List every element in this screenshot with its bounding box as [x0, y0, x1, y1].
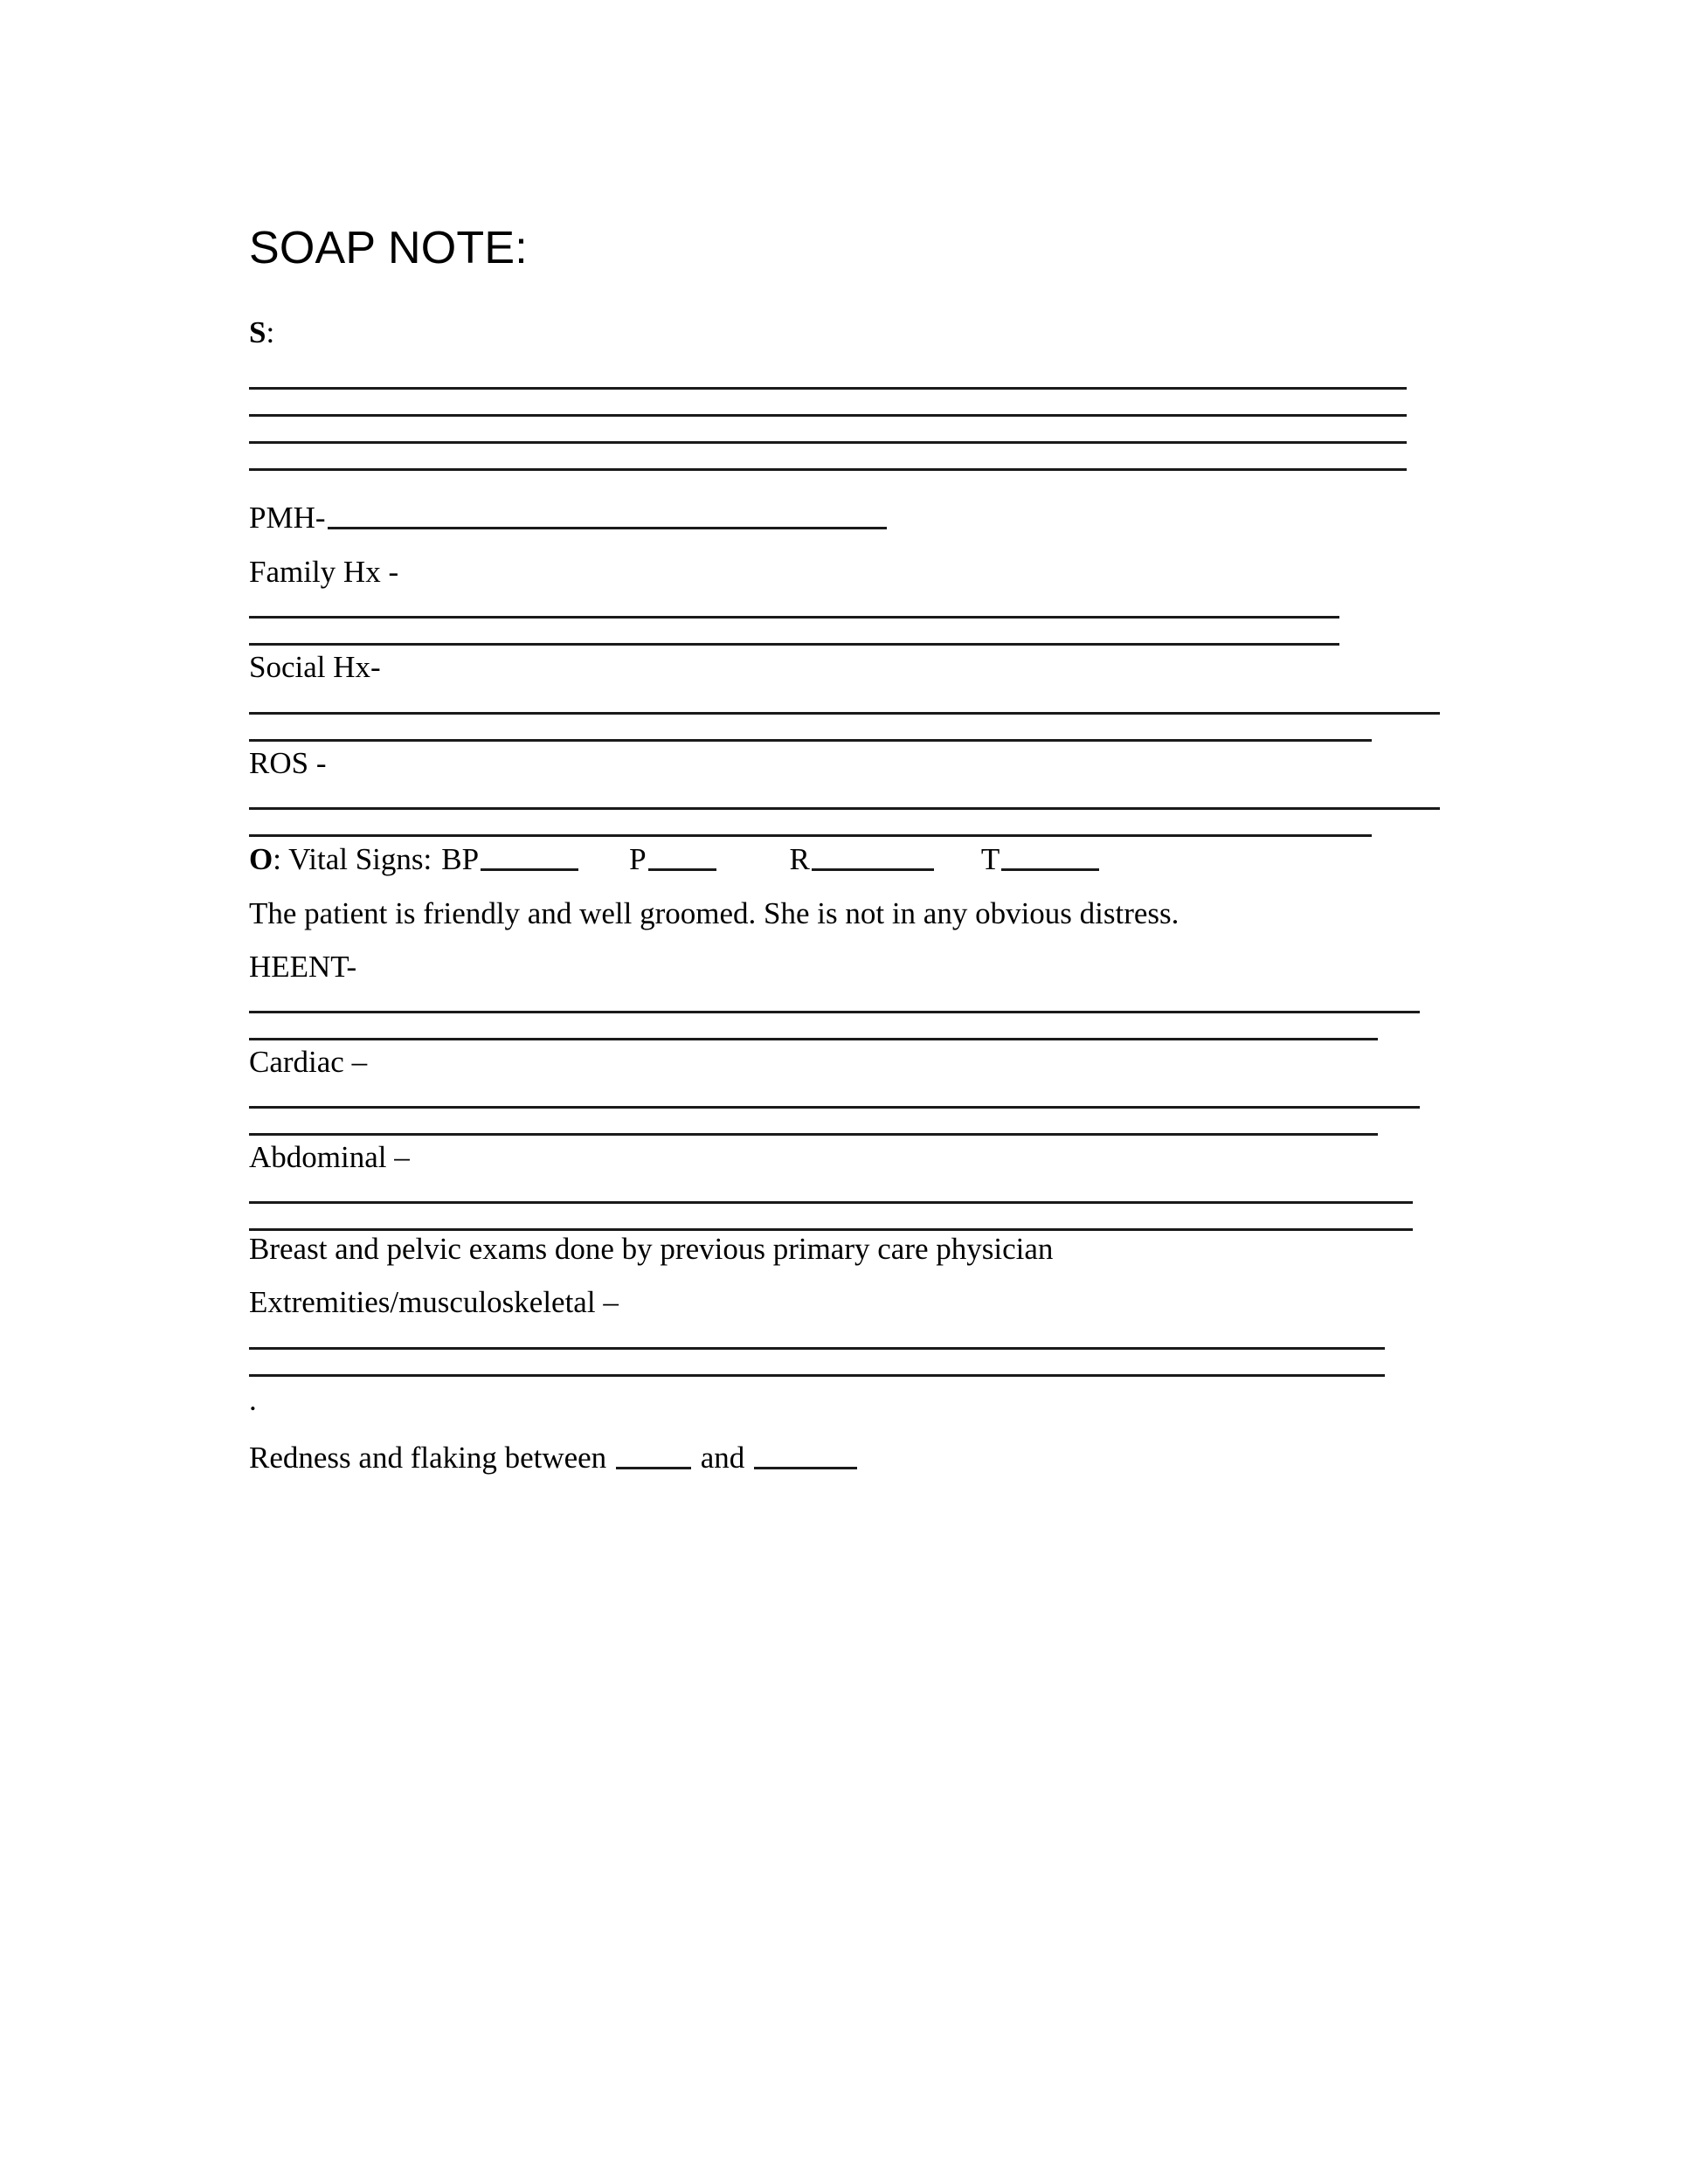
extremities-label: Extremities/musculoskeletal –: [249, 1285, 619, 1320]
breast-pelvic-note: Breast and pelvic exams done by previous primary care physician: [249, 1232, 1054, 1267]
spacer: [249, 588, 250, 616]
page-title: SOAP NOTE:: [249, 223, 528, 273]
spacer: [249, 1109, 250, 1133]
family-hx-line-2[interactable]: [249, 643, 1339, 646]
pmh-row: [249, 499, 1472, 534]
heent-line-2[interactable]: [249, 1038, 1378, 1040]
subjective-line-4[interactable]: [249, 468, 1407, 471]
subjective-heading: [249, 316, 1472, 349]
spacer: [249, 1013, 250, 1038]
abdominal-line-1[interactable]: [249, 1201, 1413, 1204]
spacer: [249, 349, 250, 387]
ros-line-1[interactable]: [249, 807, 1440, 810]
family-hx-label: Family Hx -: [249, 555, 399, 590]
ros-line-2[interactable]: [249, 834, 1372, 837]
extremities-line-1[interactable]: [249, 1347, 1385, 1350]
spacer: [249, 1350, 250, 1374]
spacer: [249, 875, 250, 897]
spacer: [249, 1265, 250, 1286]
social-hx-line-1[interactable]: [249, 712, 1440, 715]
spacer: [249, 1078, 250, 1106]
spacer: [249, 390, 250, 414]
cardiac-label: Cardiac –: [249, 1045, 368, 1080]
pmh-label: PMH-: [249, 501, 326, 536]
skin-finding-row: [249, 1439, 1472, 1474]
spacer: [249, 1173, 250, 1201]
family-hx-line-1[interactable]: [249, 616, 1339, 619]
skin-finding-input-1[interactable]: [616, 1439, 691, 1469]
spacer: [249, 983, 250, 1011]
spacer: [249, 1319, 250, 1347]
objective-letter: O: [249, 841, 273, 876]
ros-label: ROS -: [249, 745, 327, 780]
spacer: [249, 715, 250, 739]
vital-bp-label: BP: [441, 841, 480, 876]
subjective-line-3[interactable]: [249, 441, 1407, 444]
vital-bp-input[interactable]: [481, 840, 578, 871]
spacer: [249, 417, 250, 441]
abdominal-label: Abdominal –: [249, 1140, 410, 1175]
spacer: [249, 684, 250, 712]
extremities-line-2[interactable]: [249, 1374, 1385, 1377]
general-appearance-text: The patient is friendly and well groomed. She is not in any obvious distress.: [249, 895, 1180, 930]
cardiac-line-2[interactable]: [249, 1133, 1378, 1136]
stray-period: .: [249, 1382, 257, 1417]
document-content: [249, 0, 1472, 1474]
spacer: [249, 271, 250, 316]
subjective-line-2[interactable]: [249, 414, 1407, 417]
spacer: [249, 930, 250, 950]
vital-r-input[interactable]: [812, 840, 934, 871]
pmh-input[interactable]: [328, 499, 887, 529]
spacer: [249, 810, 250, 834]
subjective-colon: :: [266, 315, 275, 349]
heent-label: HEENT-: [249, 950, 357, 985]
abdominal-line-2[interactable]: [249, 1228, 1413, 1231]
subjective-line-1[interactable]: [249, 387, 1407, 390]
vital-p-label: P: [629, 841, 647, 876]
spacer: [249, 619, 250, 643]
skin-finding-middle: and: [692, 1440, 752, 1475]
spacer: [249, 1204, 250, 1228]
vital-signs-label: : Vital Signs:: [273, 841, 432, 876]
vital-p-input[interactable]: [648, 840, 716, 871]
skin-finding-input-2[interactable]: [754, 1439, 857, 1469]
cardiac-line-1[interactable]: [249, 1106, 1420, 1109]
spacer: [249, 471, 250, 499]
social-hx-line-2[interactable]: [249, 739, 1372, 742]
social-hx-label: Social Hx-: [249, 650, 381, 685]
vital-t-input[interactable]: [1001, 840, 1099, 871]
spacer: [249, 779, 250, 807]
vital-r-label: R: [789, 841, 810, 876]
vital-t-label: T: [980, 841, 1000, 876]
vital-signs-row: [249, 840, 1472, 875]
subjective-letter: S: [249, 315, 266, 349]
skin-finding-prefix: Redness and flaking between: [249, 1440, 614, 1475]
spacer: [249, 534, 250, 556]
heent-line-1[interactable]: [249, 1011, 1420, 1013]
spacer: [249, 1416, 250, 1439]
spacer: [249, 444, 250, 468]
